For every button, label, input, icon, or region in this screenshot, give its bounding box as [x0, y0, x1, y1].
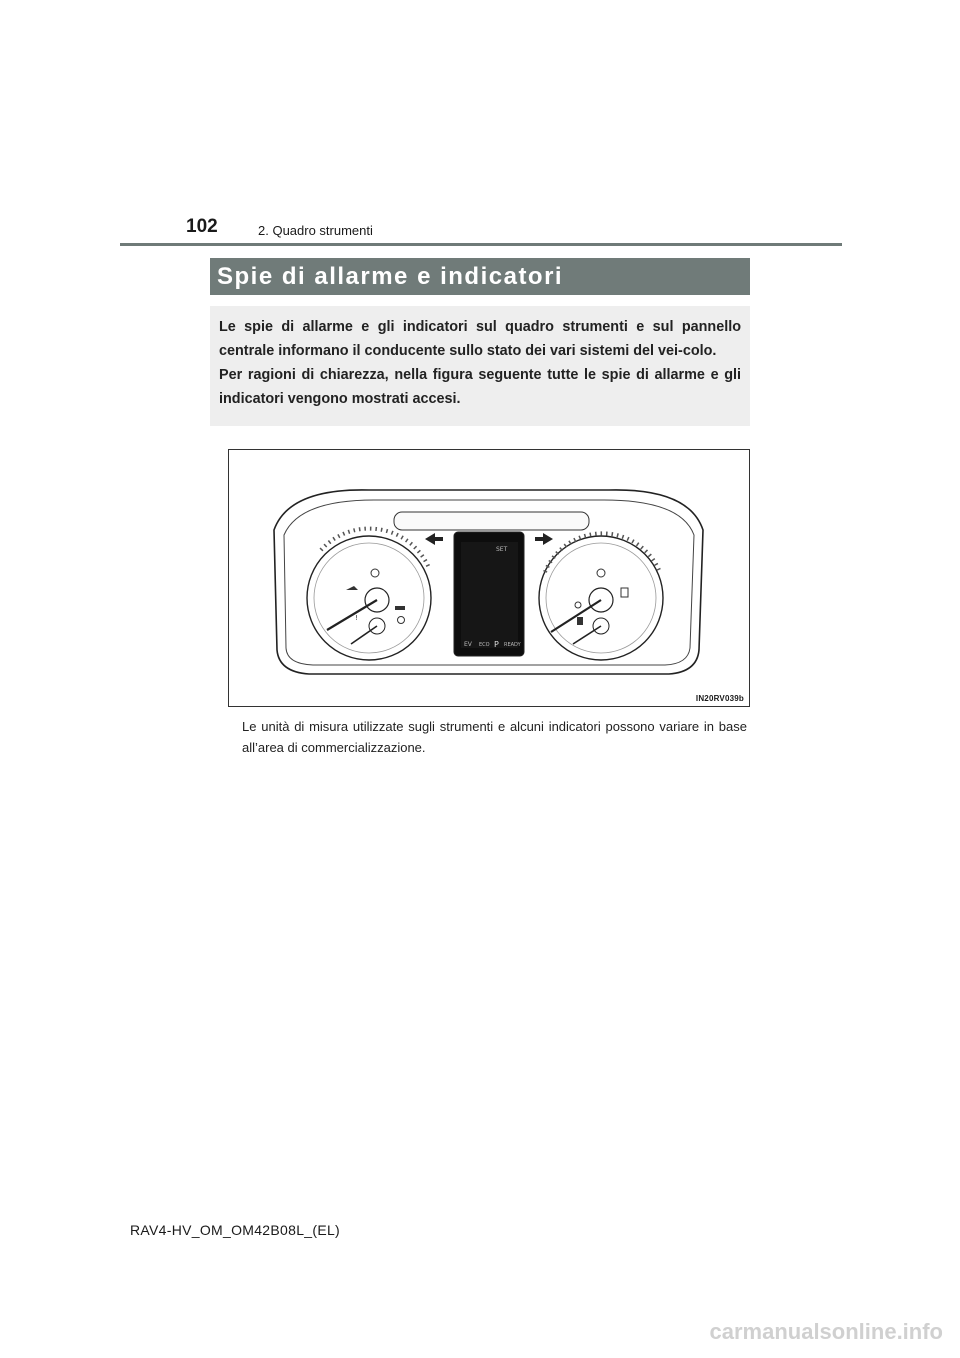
page-number: 102	[186, 216, 218, 237]
power-meter-dial	[307, 529, 431, 660]
page-title: Spie di allarme e indicatori	[210, 258, 750, 295]
intro-box	[210, 306, 750, 426]
intro-paragraph-1: Le spie di allarme e gli indicatori sul quadro strumenti e sul pannello centrale informano il conducente sullo stato dei vari sistemi del vei-colo.	[219, 319, 741, 359]
figure-code: IN20RV039b	[695, 694, 744, 703]
speedometer-dial	[539, 533, 663, 660]
figure-caption: Le unità di misura utilizzate sugli strumenti e alcuni indicatori possono variare in base all’area di commercializzazione.	[242, 719, 747, 755]
turn-left-arrow-icon	[425, 533, 443, 545]
section-title: 2. Quadro strumenti	[258, 223, 373, 238]
footer-code: RAV4-HV_OM_OM42B08L_(EL)	[130, 1222, 341, 1238]
instrument-cluster-figure	[228, 449, 750, 707]
svg-text:!: !	[355, 614, 358, 622]
watermark: carmanualsonline.info	[709, 1319, 943, 1344]
ev-label: EV	[464, 641, 472, 648]
p-label: P	[494, 640, 499, 649]
eco-label: ECO	[479, 642, 490, 648]
ready-label: READY	[504, 642, 521, 648]
set-label: SET	[496, 546, 508, 553]
fuel-icon	[577, 617, 583, 625]
header-rule	[120, 243, 842, 246]
turn-right-arrow-icon	[535, 533, 553, 545]
instrument-cluster-illustration	[229, 450, 751, 708]
intro-paragraph-2: Per ragioni di chiarezza, nella figura seguente tutte le spie di allarme e gli indicatori vengono mostrati accesi.	[219, 367, 741, 407]
multi-information-display	[454, 532, 524, 656]
